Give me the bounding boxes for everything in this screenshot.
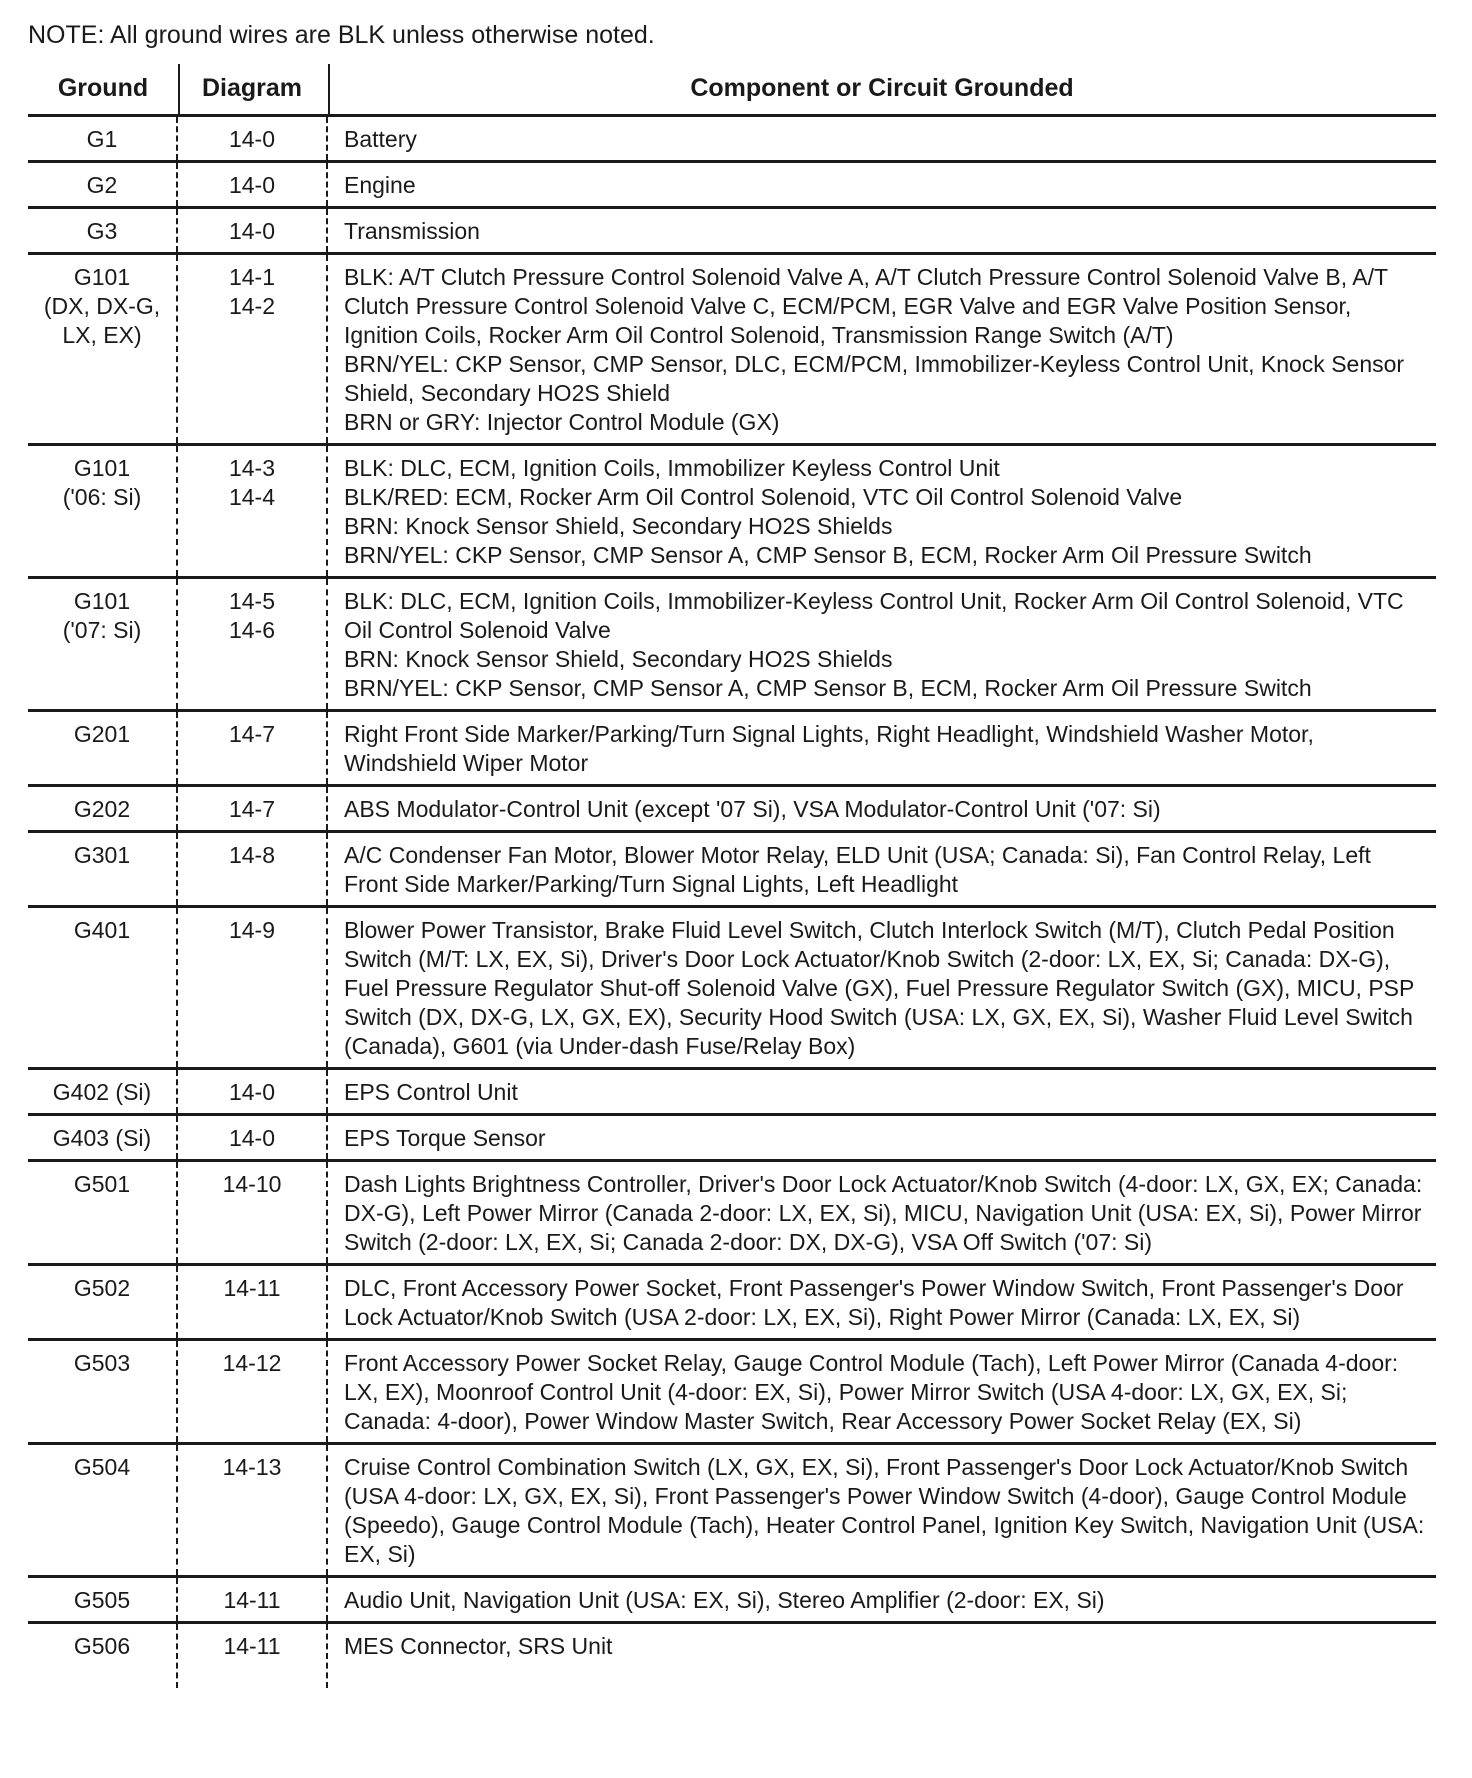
table-body bbox=[28, 117, 1436, 1688]
component-cell bbox=[328, 1266, 1436, 1338]
header-ground: Ground bbox=[57, 74, 149, 102]
table-row bbox=[28, 209, 1436, 255]
component-line: Engine bbox=[344, 172, 416, 198]
diagram-cell: 14-11 bbox=[178, 1624, 328, 1688]
table-row bbox=[28, 579, 1436, 712]
diagram-cell: 14-13 bbox=[178, 1445, 328, 1575]
component-line: BRN/YEL: CKP Sensor, CMP Sensor, DLC, ECM/PCM, Immobilizer-Keyless Control Unit, Knock Sensor Shield, Secondary HO2S Shield bbox=[344, 351, 1405, 406]
header-divider bbox=[328, 64, 330, 114]
ground-cell: G503 bbox=[28, 1341, 178, 1442]
diagram-cell: 14-8 bbox=[178, 833, 328, 905]
diagram-cell: 14-0 bbox=[178, 163, 328, 206]
table-row bbox=[28, 255, 1436, 446]
component-cell bbox=[328, 117, 1436, 160]
component-line: BLK/RED: ECM, Rocker Arm Oil Control Solenoid, VTC Oil Control Solenoid Valve bbox=[344, 484, 1183, 510]
table-row bbox=[28, 1578, 1436, 1624]
component-line: BRN/YEL: CKP Sensor, CMP Sensor A, CMP Sensor B, ECM, Rocker Arm Oil Pressure Switch bbox=[344, 542, 1312, 568]
ground-table bbox=[28, 64, 1436, 1688]
table-row bbox=[28, 908, 1436, 1070]
component-cell bbox=[328, 1341, 1436, 1442]
ground-cell: G505 bbox=[28, 1578, 178, 1621]
diagram-cell: 14-11 bbox=[178, 1578, 328, 1621]
diagram-cell: 14-11 bbox=[178, 1266, 328, 1338]
table-row bbox=[28, 1266, 1436, 1341]
component-line: ABS Modulator-Control Unit (except '07 Si), VSA Modulator-Control Unit ('07: Si) bbox=[344, 796, 1161, 822]
ground-cell: G2 bbox=[28, 163, 178, 206]
table-header bbox=[28, 64, 1436, 117]
component-cell bbox=[328, 209, 1436, 252]
table-row bbox=[28, 1162, 1436, 1266]
diagram-cell: 14-10 bbox=[178, 1162, 328, 1263]
ground-cell: G201 bbox=[28, 712, 178, 784]
component-line: Front Accessory Power Socket Relay, Gauge Control Module (Tach), Left Power Mirror (Canada 4-door: LX, EX), Moonroof Control Unit (4-door: EX, Si), Power Mirror Switch (USA 4-door: LX, GX, EX, Si; Canada: 4-door), Power Window Master Switch, Rear Accessory Power Socket Relay (EX, Si) bbox=[344, 1350, 1399, 1434]
component-line: BRN: Knock Sensor Shield, Secondary HO2S Shields bbox=[344, 646, 893, 672]
component-line: BRN: Knock Sensor Shield, Secondary HO2S Shields bbox=[344, 513, 893, 539]
component-line: Transmission bbox=[344, 218, 480, 244]
component-line: Blower Power Transistor, Brake Fluid Level Switch, Clutch Interlock Switch (M/T), Clutch Pedal Position Switch (M/T: LX, EX, Si), Driver's Door Lock Actuator/Knob Switch (2-door: LX, EX, Si; Canada: DX-G), Fuel Pressure Regulator Shut-off Solenoid Valve (GX), Fuel Pressure Regulator Switch (GX), MICU, PSP Switch (DX, DX-G, LX, GX, EX), Security Hood Switch (USA: LX, GX, EX, Si), Washer Fluid Level Switch (Canada), G601 (via Under-dash Fuse/Relay Box) bbox=[344, 917, 1414, 1059]
header-divider bbox=[178, 64, 180, 114]
component-line: BRN or GRY: Injector Control Module (GX) bbox=[344, 409, 780, 435]
component-cell bbox=[328, 1445, 1436, 1575]
component-cell bbox=[328, 787, 1436, 830]
component-line: BRN/YEL: CKP Sensor, CMP Sensor A, CMP Sensor B, ECM, Rocker Arm Oil Pressure Switch bbox=[344, 675, 1312, 701]
component-line: Battery bbox=[344, 126, 417, 152]
table-row bbox=[28, 446, 1436, 579]
ground-cell: G101 ('06: Si) bbox=[28, 446, 178, 576]
ground-cell: G101 (DX, DX-G, LX, EX) bbox=[28, 255, 178, 443]
header-component: Component or Circuit Grounded bbox=[690, 74, 1074, 102]
table-row bbox=[28, 163, 1436, 209]
table-row bbox=[28, 833, 1436, 908]
component-cell bbox=[328, 446, 1436, 576]
component-line: BLK: A/T Clutch Pressure Control Solenoid Valve A, A/T Clutch Pressure Control Solenoid Valve B, A/T Clutch Pressure Control Solenoid Valve C, ECM/PCM, EGR Valve and EGR Valve Position Sensor, Ignition Coils, Rocker Arm Oil Control Solenoid, Transmission Range Switch (A/T) bbox=[344, 264, 1388, 348]
ground-cell: G202 bbox=[28, 787, 178, 830]
component-cell bbox=[328, 255, 1436, 443]
ground-cell: G403 (Si) bbox=[28, 1116, 178, 1159]
table-row bbox=[28, 1116, 1436, 1162]
component-line: EPS Torque Sensor bbox=[344, 1125, 546, 1151]
ground-cell: G401 bbox=[28, 908, 178, 1067]
ground-cell: G1 bbox=[28, 117, 178, 160]
note-text: NOTE: All ground wires are BLK unless otherwise noted. bbox=[28, 21, 655, 49]
diagram-cell: 14-5 14-6 bbox=[178, 579, 328, 709]
component-line: Cruise Control Combination Switch (LX, GX, EX, Si), Front Passenger's Door Lock Actuator/Knob Switch (USA 4-door: LX, GX, EX, Si), Front Passenger's Power Window Switch (4-door), Gauge Control Module (Speedo), Gauge Control Module (Tach), Heater Control Panel, Ignition Key Switch, Navigation Unit (USA: EX, Si) bbox=[344, 1454, 1425, 1567]
component-cell bbox=[328, 579, 1436, 709]
header-diagram: Diagram bbox=[201, 74, 303, 102]
diagram-cell: 14-0 bbox=[178, 209, 328, 252]
diagram-cell: 14-9 bbox=[178, 908, 328, 1067]
component-cell bbox=[328, 833, 1436, 905]
diagram-cell: 14-0 bbox=[178, 1116, 328, 1159]
table-row bbox=[28, 712, 1436, 787]
ground-cell: G501 bbox=[28, 1162, 178, 1263]
table-row bbox=[28, 1624, 1436, 1688]
ground-cell: G402 (Si) bbox=[28, 1070, 178, 1113]
diagram-cell: 14-3 14-4 bbox=[178, 446, 328, 576]
table-row bbox=[28, 117, 1436, 163]
component-cell bbox=[328, 1116, 1436, 1159]
component-cell bbox=[328, 908, 1436, 1067]
diagram-cell: 14-12 bbox=[178, 1341, 328, 1442]
diagram-cell: 14-7 bbox=[178, 787, 328, 830]
component-line: DLC, Front Accessory Power Socket, Front Passenger's Power Window Switch, Front Passenger's Door Lock Actuator/Knob Switch (USA 2-door: LX, EX, Si), Right Power Mirror (Canada: LX, EX, Si) bbox=[344, 1275, 1404, 1330]
diagram-cell: 14-7 bbox=[178, 712, 328, 784]
ground-cell: G3 bbox=[28, 209, 178, 252]
component-cell bbox=[328, 1624, 1436, 1688]
component-cell bbox=[328, 712, 1436, 784]
component-cell bbox=[328, 1162, 1436, 1263]
component-line: EPS Control Unit bbox=[344, 1079, 518, 1105]
component-cell bbox=[328, 1578, 1436, 1621]
component-cell bbox=[328, 1070, 1436, 1113]
ground-cell: G502 bbox=[28, 1266, 178, 1338]
table-row bbox=[28, 1070, 1436, 1116]
table-row bbox=[28, 787, 1436, 833]
component-cell bbox=[328, 163, 1436, 206]
component-line: A/C Condenser Fan Motor, Blower Motor Relay, ELD Unit (USA; Canada: Si), Fan Control Relay, Left Front Side Marker/Parking/Turn Signal Lights, Left Headlight bbox=[344, 842, 1371, 897]
component-line: BLK: DLC, ECM, Ignition Coils, Immobilizer-Keyless Control Unit, Rocker Arm Oil Control Solenoid, VTC Oil Control Solenoid Valve bbox=[344, 588, 1404, 643]
component-line: BLK: DLC, ECM, Ignition Coils, Immobilizer Keyless Control Unit bbox=[344, 455, 1000, 481]
diagram-cell: 14-0 bbox=[178, 1070, 328, 1113]
ground-cell: G504 bbox=[28, 1445, 178, 1575]
ground-cell: G101 ('07: Si) bbox=[28, 579, 178, 709]
component-line: Dash Lights Brightness Controller, Driver's Door Lock Actuator/Knob Switch (4-door: LX, GX, EX; Canada: DX-G), Left Power Mirror (Canada 2-door: LX, EX, Si), MICU, Navigation Unit (USA: EX, Si), Power Mirror Switch (2-door: LX, EX, Si; Canada 2-door: DX, DX-G), VSA Off Switch ('07: Si) bbox=[344, 1171, 1423, 1255]
component-line: MES Connector, SRS Unit bbox=[344, 1633, 613, 1659]
ground-cell: G506 bbox=[28, 1624, 178, 1688]
diagram-cell: 14-0 bbox=[178, 117, 328, 160]
ground-cell: G301 bbox=[28, 833, 178, 905]
component-line: Audio Unit, Navigation Unit (USA: EX, Si), Stereo Amplifier (2-door: EX, Si) bbox=[344, 1587, 1105, 1613]
table-row bbox=[28, 1445, 1436, 1578]
component-line: Right Front Side Marker/Parking/Turn Signal Lights, Right Headlight, Windshield Washer Motor, Windshield Wiper Motor bbox=[344, 721, 1314, 776]
diagram-cell: 14-1 14-2 bbox=[178, 255, 328, 443]
table-row bbox=[28, 1341, 1436, 1445]
